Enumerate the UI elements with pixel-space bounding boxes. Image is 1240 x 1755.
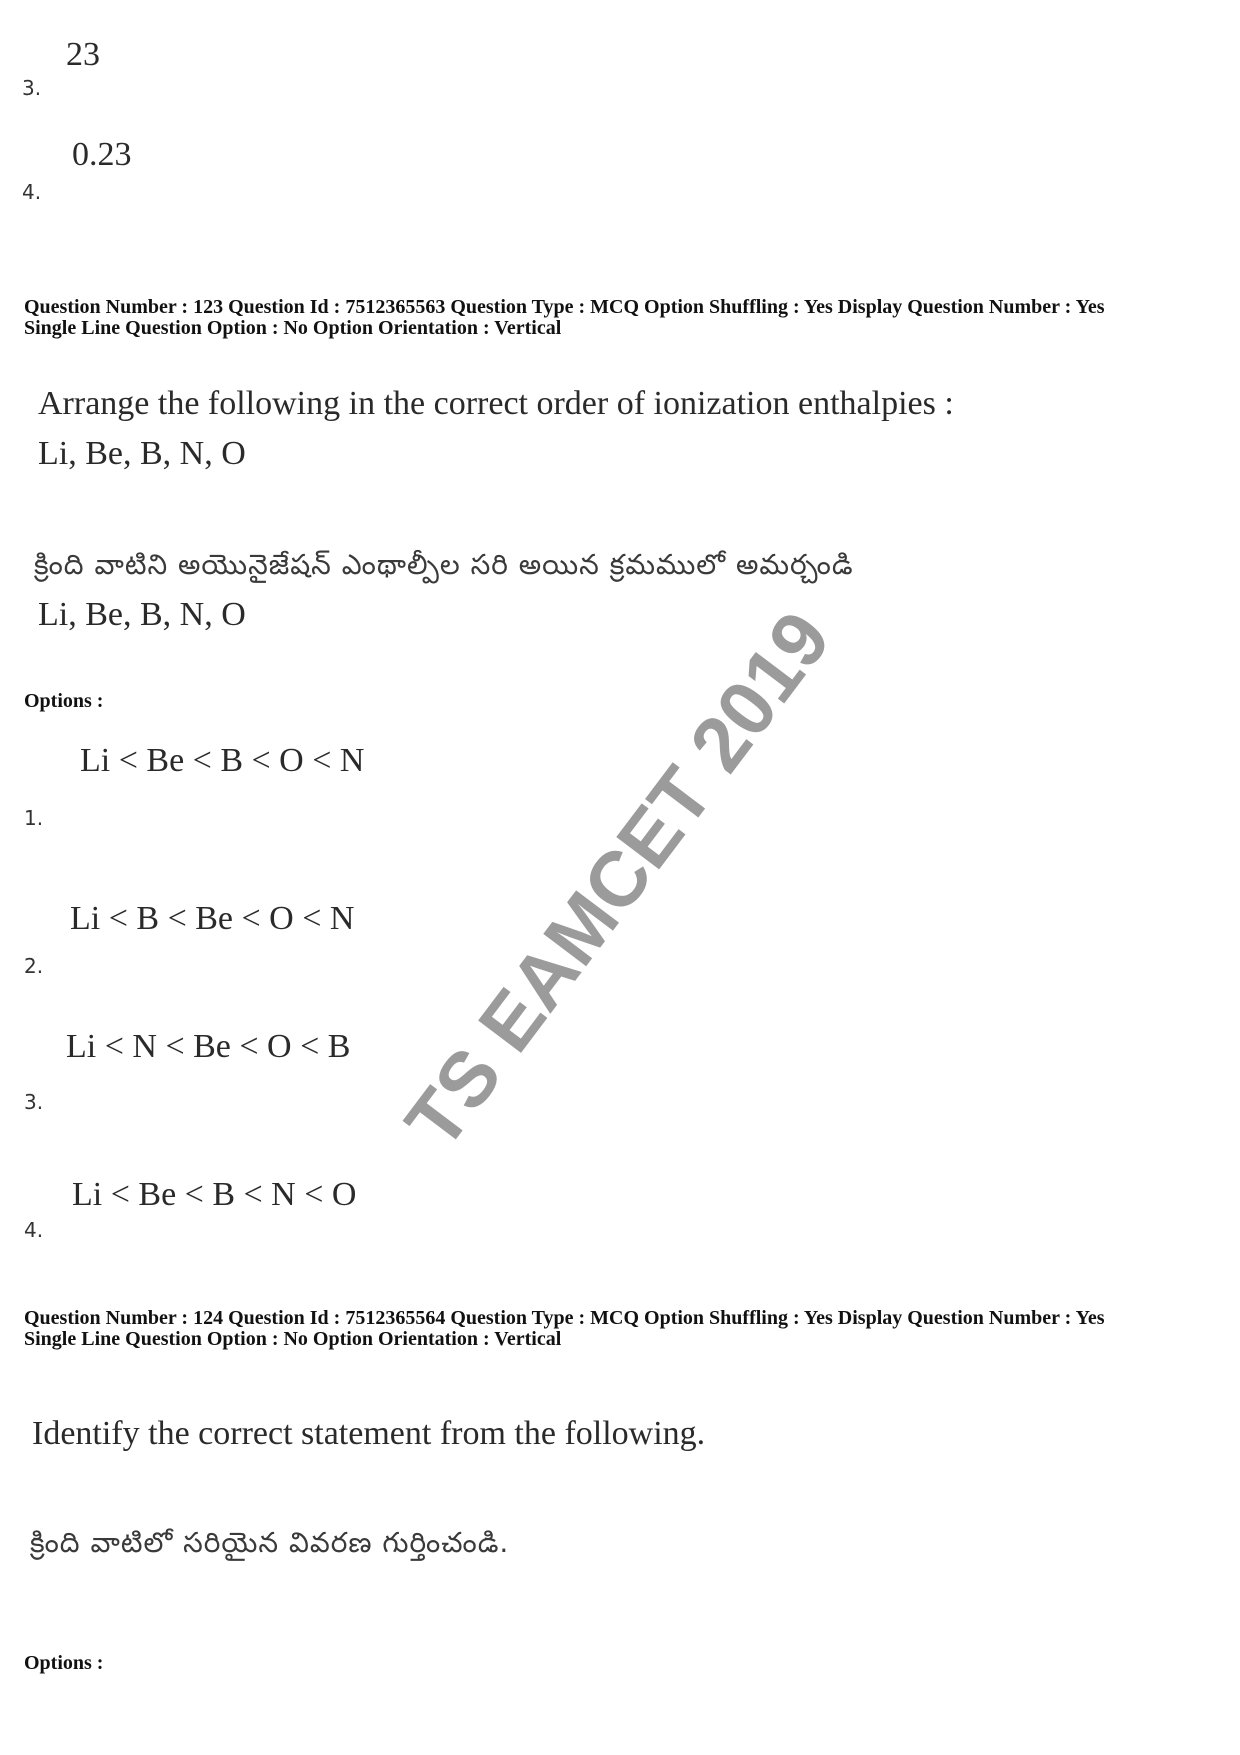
q124-question-en: Identify the correct statement from the following.	[32, 1415, 706, 1452]
q123-option-3-number: 3.	[24, 1090, 44, 1114]
q123-question-te: క్రింది వాటిని అయొనైజేషన్ ఎంథాల్పీల సరి అయిన క్రమములో అమర్చండి	[34, 548, 854, 581]
q123-meta-line2: Single Line Question Option : No Option Orientation : Vertical	[24, 317, 562, 339]
q124-question-te: క్రింది వాటిలో సరియైన వివరణ గుర్తించండి.	[30, 1526, 510, 1559]
prev-option-3-text: 23	[66, 36, 100, 73]
q123-question-te-items: Li, Be, B, N, O	[38, 596, 246, 633]
q124-meta-line1: Question Number : 124 Question Id : 7512365564 Question Type : MCQ Option Shuffling : Yes Display Question Number : Yes	[24, 1307, 1105, 1329]
q123-option-2-number: 2.	[24, 954, 44, 978]
q123-option-3-text: Li < N < Be < O < B	[66, 1028, 351, 1065]
q123-question-en: Arrange the following in the correct order of ionization enthalpies :	[38, 385, 954, 422]
q123-options-label: Options :	[24, 690, 104, 712]
q123-option-1-text: Li < Be < B < O < N	[80, 742, 365, 779]
q123-question-en-items: Li, Be, B, N, O	[38, 435, 246, 472]
q123-meta-line1: Question Number : 123 Question Id : 7512365563 Question Type : MCQ Option Shuffling : Yes Display Question Number : Yes	[24, 296, 1105, 318]
q123-option-4-text: Li < Be < B < N < O	[72, 1176, 357, 1213]
q124-options-label: Options :	[24, 1652, 104, 1674]
q124-meta-line2: Single Line Question Option : No Option Orientation : Vertical	[24, 1328, 562, 1350]
q123-option-4-number: 4.	[24, 1218, 44, 1242]
prev-option-4-number: 4.	[22, 180, 42, 204]
q123-option-2-text: Li < B < Be < O < N	[70, 900, 355, 937]
watermark: TS EAMCET 2019	[388, 595, 848, 1165]
q123-option-1-number: 1.	[24, 806, 44, 830]
prev-option-3-number: 3.	[22, 76, 42, 100]
prev-option-4-text: 0.23	[72, 136, 132, 173]
